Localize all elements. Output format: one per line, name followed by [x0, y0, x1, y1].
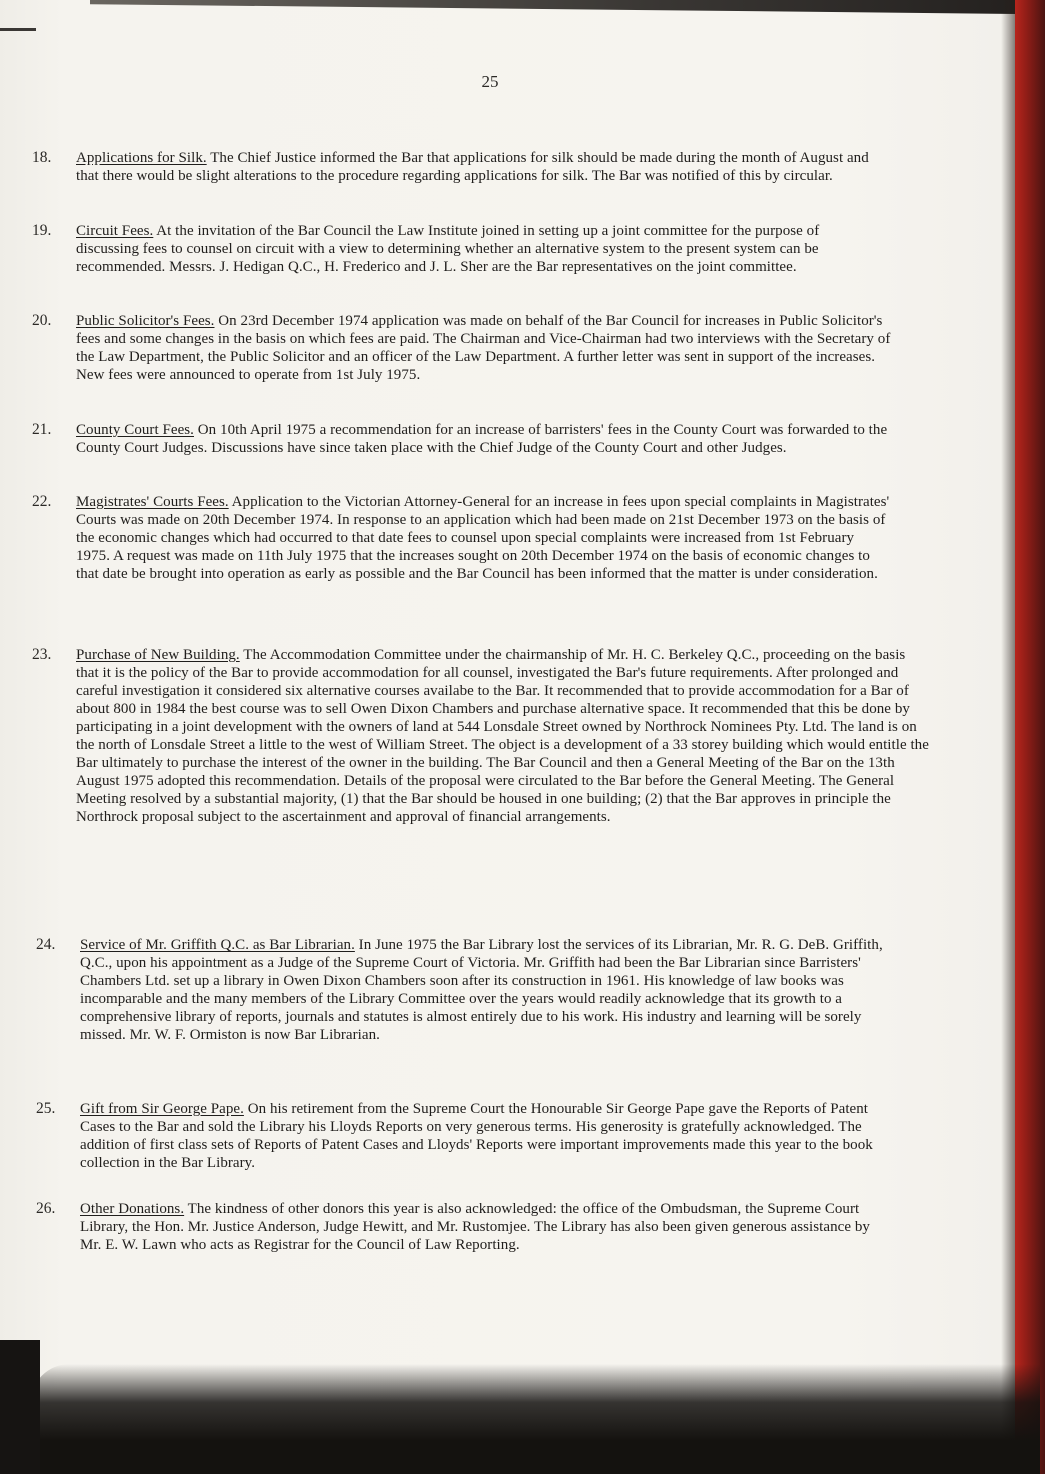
paragraph-text	[80, 1200, 895, 1254]
paragraph-text	[76, 149, 886, 185]
paragraph-text	[76, 646, 931, 826]
paragraph-body: On 23rd December 1974 application was made on behalf of the Bar Council for increases in Public Solicitor's fees and some changes in the basis on which fees are paid. The Chairman and Vice-Chairman had two interviews with the Secretary of the Law Department, the Public Solicitor and an officer of the Law Department. A further letter was sent in support of the increases. New fees were announced to operate from 1st July 1975.	[76, 313, 891, 383]
paragraph-heading: Gift from Sir George Pape.	[80, 1101, 244, 1117]
margin-mark	[0, 28, 36, 31]
paragraph-heading: Circuit Fees.	[76, 223, 154, 239]
paragraph-body: The Accommodation Committee under the chairmanship of Mr. H. C. Berkeley Q.C., proceeding on the basis that it is the policy of the Bar to provide accommodation for all counsel, investigated the Bar's future requirements. After prolonged and careful investigation it considered six alternative courses availabe to the Bar. It recommended that to provide accommodation for a Bar of about 800 in 1984 the best course was to sell Owen Dixon Chambers and purchase alternative space. It recommended that this be done by participating in a joint development with the owners of land at 544 Lonsdale Street owned by Northrock Nominees Pty. Ltd. The land is on the north of Lonsdale Street a little to the west of William Street. The object is a development of a 33 storey building which would entitle the Bar ultimately to purchase the interest of the owner in the building. The Bar Council and then a General Meeting of the Bar on the 13th August 1975 adopted this recommendation. Details of the proposal were circulated to the Bar before the General Meeting. The General Meeting resolved by a substantial majority, (1) that the Bar should be housed in one building; (2) that the Bar approves in principle the Northrock proposal subject to the ascertainment and approval of financial arrangements.	[76, 647, 929, 825]
paragraph-text	[76, 222, 881, 276]
paragraph-number: 21.	[32, 421, 52, 438]
paragraph-text	[80, 1100, 895, 1172]
paragraph-number: 24.	[36, 936, 56, 953]
paragraph-body: Application to the Victorian Attorney-General for an increase in fees upon special complaints in Magistrates' Courts was made on 20th December 1974. In response to an application which had been made on 21st December 1973 on the basis of the economic changes which had occurred to that date fees to counsel upon special complaints were increased from 1st February 1975. A request was made on 11th July 1975 that the increases sought on 20th December 1974 on the basis of economic changes to that date be brought into operation as early as possible and the Bar Council has been informed that the matter is under consideration.	[76, 494, 890, 582]
paragraph-body: The kindness of other donors this year is also acknowledged: the office of the Ombudsman, the Supreme Court Library, the Hon. Mr. Justice Anderson, Judge Hewitt, and Mr. Rustomjee. The Library has also been given generous assistance by Mr. E. W. Lawn who acts as Registrar for the Council of Law Reporting.	[80, 1201, 870, 1253]
page-number: 25	[481, 72, 499, 91]
paragraph-number: 18.	[32, 149, 52, 166]
paragraph-heading: Other Donations.	[80, 1201, 185, 1217]
paragraph-body: At the invitation of the Bar Council the Law Institute joined in setting up a joint committee for the purpose of discussing fees to counsel on circuit with a view to determining whether an alternative system to the present system can be recommended. Messrs. J. Hedigan Q.C., H. Frederico and J. L. Sher are the Bar representatives on the joint committee.	[76, 223, 820, 275]
bottom-binding-shadow	[30, 1364, 1040, 1474]
top-binding-shadow	[90, 0, 1020, 14]
page-edge-shadow	[1001, 0, 1015, 1474]
paragraph-number: 23.	[32, 646, 52, 663]
paragraph-number: 25.	[36, 1100, 56, 1117]
paragraph-heading: Service of Mr. Griffith Q.C. as Bar Librarian.	[80, 937, 355, 953]
paragraph-text	[80, 936, 895, 1044]
paragraph-body: In June 1975 the Bar Library lost the services of its Librarian, Mr. R. G. DeB. Griffith, Q.C., upon his appointment as a Judge of the Supreme Court of Victoria. Mr. Griffith had been the Bar Librarian since Barristers' Chambers Ltd. set up a library in Owen Dixon Chambers soon after its construction in 1961. His knowledge of law books was incomparable and the many members of the Library Committee over the years would readily acknowledge that its growth to a comprehensive library of reports, journals and statutes is almost entirely due to his work. His industry and learning will be sorely missed. Mr. W. F. Ormiston is now Bar Librarian.	[80, 937, 883, 1043]
paragraph-number: 19.	[32, 222, 52, 239]
left-binding-shadow	[0, 1340, 40, 1474]
paragraph-body: The Chief Justice informed the Bar that applications for silk should be made during the month of August and that there would be slight alterations to the procedure regarding applications for silk. The Bar was notified of this by circular.	[76, 150, 869, 184]
paragraph-body: On his retirement from the Supreme Court the Honourable Sir George Pape gave the Reports of Patent Cases to the Bar and sold the Library his Lloyds Reports on very generous terms. His generosity is gratefully acknowledged. The addition of first class sets of Reports of Patent Cases and Lloyds' Reports were important improvements made this year to the book collection in the Bar Library.	[80, 1101, 873, 1171]
paragraph-body: On 10th April 1975 a recommendation for an increase of barristers' fees in the County Court was forwarded to the County Court Judges. Discussions have since taken place with the Chief Judge of the County Court and other Judges.	[76, 422, 888, 456]
paragraph-text	[76, 421, 891, 457]
paragraph-heading: Purchase of New Building.	[76, 647, 240, 663]
paragraph-heading: Applications for Silk.	[76, 150, 207, 166]
paragraph-number: 20.	[32, 312, 52, 329]
paragraph-heading: County Court Fees.	[76, 422, 194, 438]
paragraph-text	[76, 493, 891, 583]
paragraph-heading: Public Solicitor's Fees.	[76, 313, 215, 329]
paragraph-number: 26.	[36, 1200, 56, 1217]
paragraph-heading: Magistrates' Courts Fees.	[76, 494, 229, 510]
paragraph-number: 22.	[32, 493, 52, 510]
book-cover-edge	[1015, 0, 1045, 1474]
paragraph-text	[76, 312, 891, 384]
